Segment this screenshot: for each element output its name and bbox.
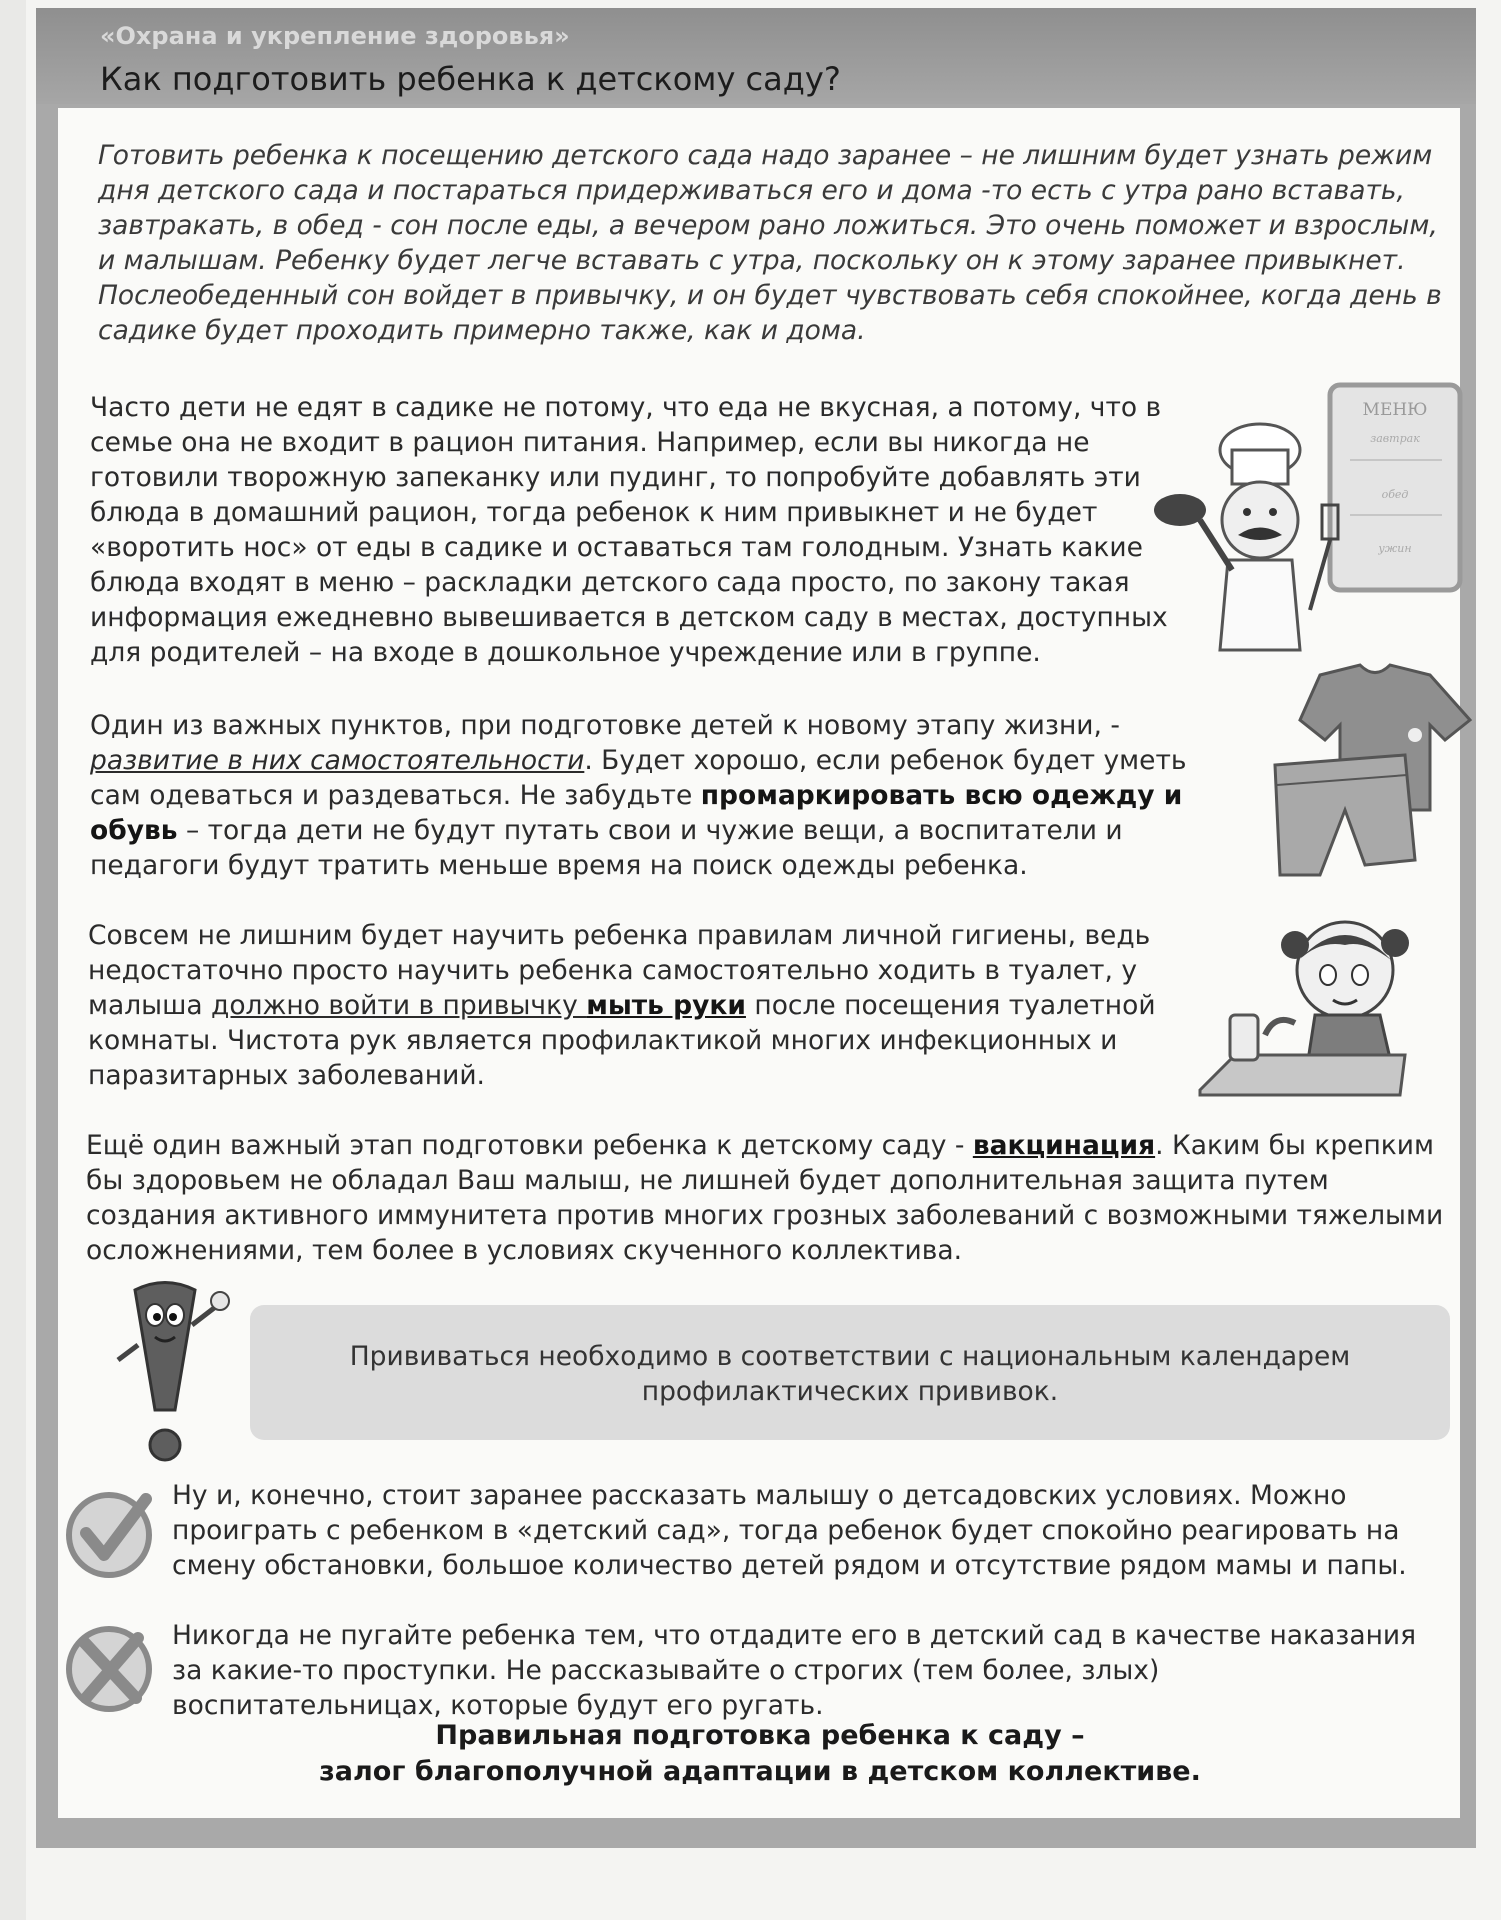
closing-statement — [120, 1718, 1400, 1790]
do-paragraph: Ну и, конечно, стоит заранее рассказать малышу о детсадовских условиях. Можно проиграть с ребенком в «детский сад», тогда ребенок будет спокойно реагировать на смену обстановки, большое количество детей рядом и отсутствие рядом мамы и папы. — [172, 1480, 1407, 1581]
independence-text: Один из важных пунктов, при подготовке детей к новому этапу жизни, - — [90, 710, 1120, 741]
independence-paragraph — [90, 708, 1240, 883]
hygiene-text: после посещения туалетной комнаты. Чистота рук является профилактикой многих инфекционных и паразитарных заболеваний. — [88, 990, 1156, 1091]
section-label: «Охрана и укрепление здоровья» — [100, 22, 570, 50]
handwashing-girl-icon — [1195, 905, 1430, 1115]
checkmark-icon — [64, 1485, 158, 1579]
callout-text: Прививаться необходимо в соответствии с национальным календарем профилактических прививок. — [349, 1341, 1351, 1407]
vaccine-paragraph — [86, 1128, 1446, 1268]
hygiene-paragraph — [88, 918, 1218, 1093]
menu-board-line: завтрак — [1370, 432, 1420, 445]
independence-text: – тогда дети не будут путать свои и чужие вещи, а воспитатели и педагоги будут тратить меньше время на поиск одежды ребенка. — [90, 815, 1123, 881]
menu-board-title: МЕНЮ — [1362, 400, 1428, 420]
vaccine-text: Ещё один важный этап подготовки ребенка к детскому саду - — [86, 1130, 973, 1161]
food-paragraph: Часто дети не едят в садике не потому, что еда не вкусная, а потому, что в семье она не входит в рацион питания. Например, если вы никогда не готовили творожную запеканку или пудинг, то попробуйте добавлять эти блюда в домашний рацион, тогда ребенок к ним привыкнет и не будет «воротить нос» от еды в садике и оставаться там голодным. Узнать какие блюда входят в меню – раскладки детского сада просто, по закону такая информация ежедневно вывешивается в детском саду в местах, доступных для родителей – на входе в дошкольное учреждение или в группе. — [90, 392, 1168, 668]
cross-icon — [64, 1622, 158, 1716]
menu-board-line: обед — [1381, 488, 1409, 501]
callout-box — [250, 1305, 1450, 1440]
page-title: Как подготовить ребенка к детскому саду? — [100, 60, 841, 98]
clothes-icon — [1265, 660, 1485, 890]
independence-link: развитие в них самостоятельности — [90, 745, 585, 776]
menu-board-line: ужин — [1378, 542, 1412, 555]
independence-bold: промаркировать всю одежду и обувь — [90, 780, 1183, 846]
vaccine-bold: вакцинация — [972, 1130, 1156, 1161]
hygiene-underline: должно войти в привычку — [211, 990, 587, 1021]
hygiene-bold: мыть руки — [586, 990, 746, 1021]
intro-paragraph: Готовить ребенка к посещению детского сада надо заранее – не лишним будет узнать режим дня детского сада и постараться придерживаться его и дома -то есть с утра рано вставать, завтракать, в обед - сон после еды, а вечером рано ложиться. Это очень поможет и взрослым, и малышам. Ребенку будет легче вставать с утра, поскольку он к этому заранее привыкнет. Послеобеденный сон войдет в привычку, и он будет чувствовать себя спокойнее, когда день в садике будет проходить примерно также, как и дома. — [98, 140, 1442, 346]
hygiene-text: Совсем не лишним будет научить ребенка правилам личной гигиены, ведь недостаточно просто научить ребенка самостоятельно ходить в туалет, у малыша — [88, 920, 1151, 1021]
independence-text: . Будет хорошо, если ребенок будет уметь сам одеваться и раздеваться. Не забудьте — [90, 745, 1187, 811]
closing-line: залог благополучной адаптации в детском коллективе. — [319, 1756, 1201, 1787]
chef-icon — [1150, 380, 1470, 670]
dont-paragraph: Никогда не пугайте ребенка тем, что отдадите его в детский сад в качестве наказания за какие-то проступки. Не рассказывайте о строгих (тем более, злых) воспитательницах, которые будут его ругать. — [172, 1620, 1417, 1721]
vaccine-text: . Каким бы крепким бы здоровьем не обладал Ваш малыш, не лишней будет дополнительная защита путем создания активного иммунитета против многих грозных заболеваний с возможными тяжелыми осложнениями, тем более в условиях скученного коллектива. — [86, 1130, 1444, 1266]
exclamation-mascot-icon — [110, 1275, 250, 1475]
closing-line: Правильная подготовка ребенка к саду – — [435, 1720, 1085, 1751]
